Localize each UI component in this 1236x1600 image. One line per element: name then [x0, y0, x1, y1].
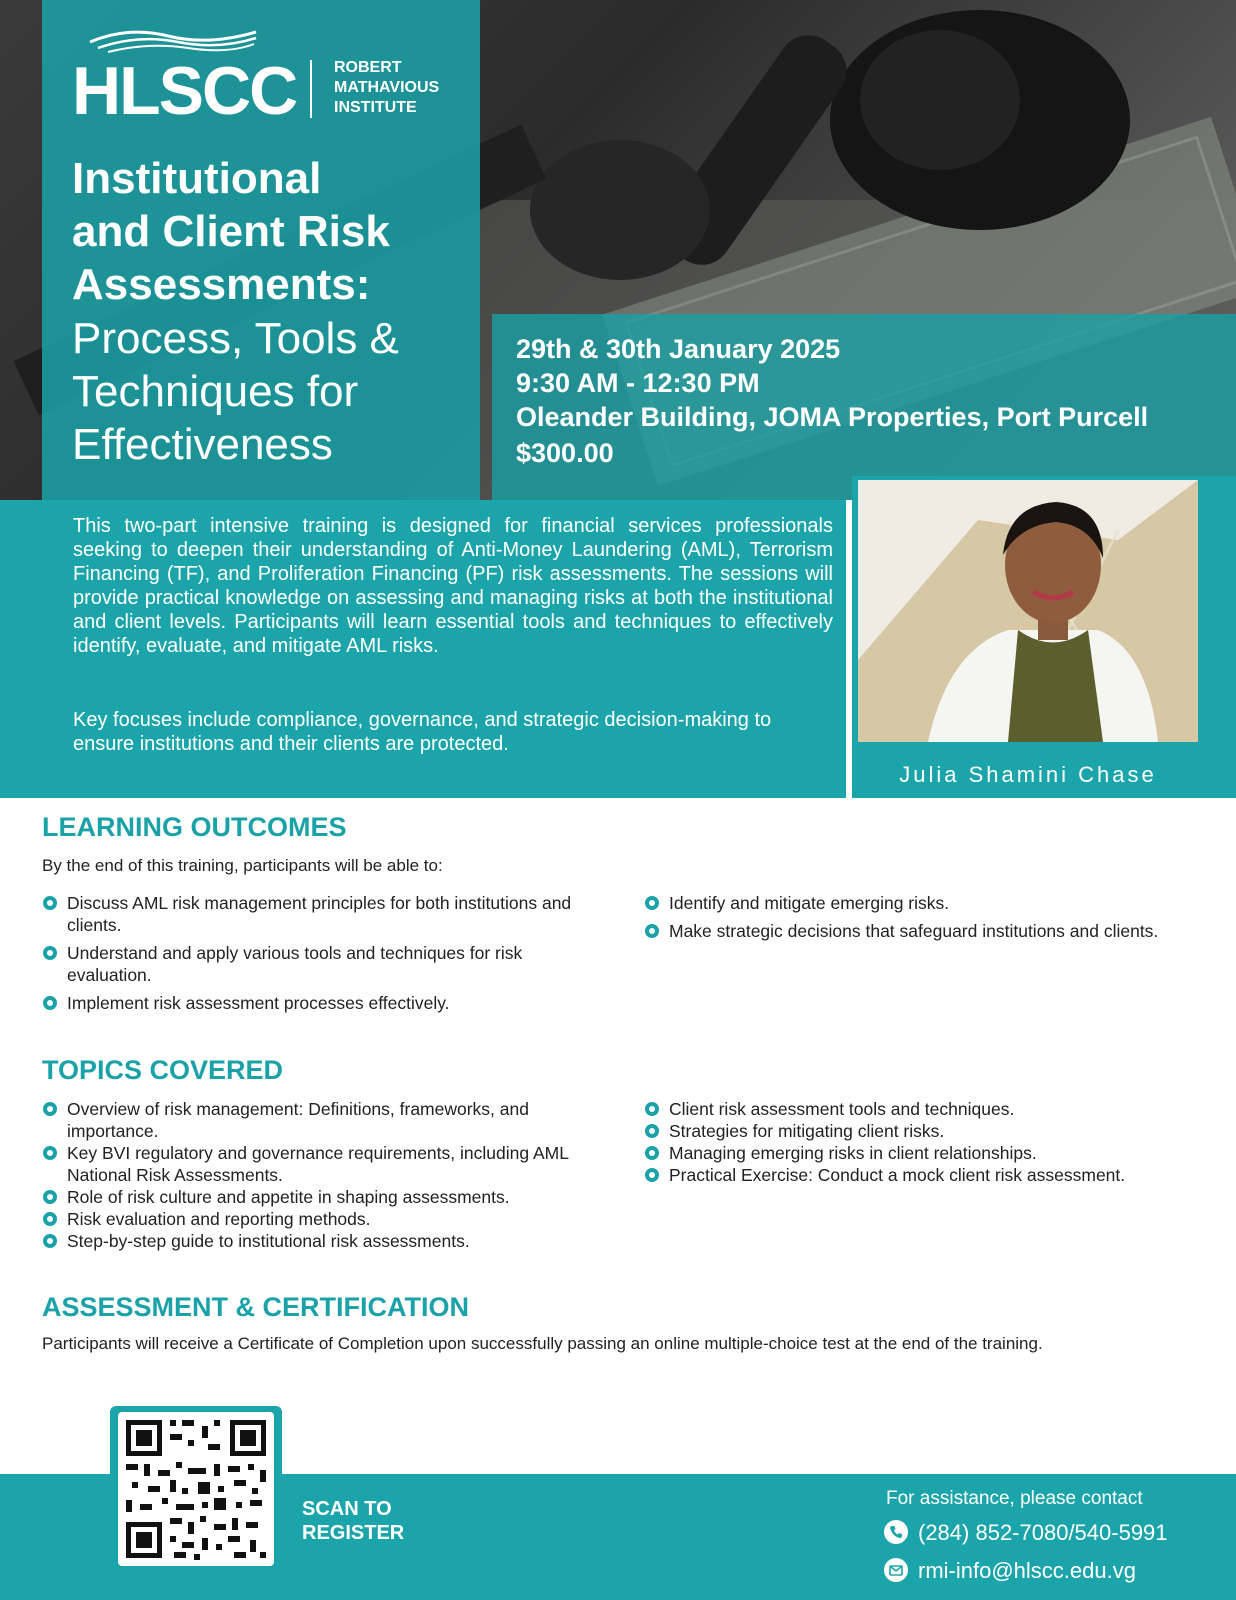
- bullet-icon: [42, 1145, 58, 1161]
- event-dates: 29th & 30th January 2025: [516, 334, 841, 364]
- list-item: Strategies for mitigating client risks.: [644, 1120, 1224, 1142]
- list-item: Make strategic decisions that safeguard institutions and clients.: [644, 920, 1224, 942]
- bullet-icon: [644, 1123, 660, 1139]
- list-item: Managing emerging risks in client relationships.: [644, 1142, 1224, 1164]
- learning-outcomes-lead: By the end of this training, participants will be able to:: [42, 856, 443, 875]
- description-paragraph-2: Key focuses include compliance, governance, and strategic decision-making to ensure institutions and their clients are protected.: [73, 709, 772, 755]
- speaker-name: Julia Shamini Chase: [899, 762, 1157, 787]
- list-item: Overview of risk management: Definitions, frameworks, and importance.: [42, 1098, 602, 1142]
- list-item: Client risk assessment tools and techniques.: [644, 1098, 1224, 1120]
- logo: HLSCC: [72, 53, 297, 129]
- bullet-icon: [42, 1101, 58, 1117]
- list-item: Key BVI regulatory and governance requirements, including AML National Risk Assessments.: [42, 1142, 602, 1186]
- bullet-icon: [644, 923, 660, 939]
- learning-outcomes-right: [644, 892, 1224, 942]
- speaker-photo: [858, 480, 1198, 742]
- institute-name: ROBERT MATHAVIOUS INSTITUTE: [334, 59, 440, 116]
- mail-icon: [884, 1558, 908, 1582]
- course-subtitle: Process, Tools & Techniques for Effectiveness: [72, 314, 399, 469]
- qr-code[interactable]: [118, 1412, 274, 1566]
- logo-wave-icon: [88, 24, 258, 54]
- bullet-icon: [42, 895, 58, 911]
- assessment-heading: ASSESSMENT & CERTIFICATION: [42, 1292, 470, 1322]
- list-item: Discuss AML risk management principles for both institutions and clients.: [42, 892, 602, 936]
- scan-to-register: SCAN TO REGISTER: [302, 1498, 405, 1544]
- contact-lead: For assistance, please contact: [886, 1488, 1143, 1509]
- contact-phone[interactable]: (284) 852-7080/540-5991: [884, 1520, 1168, 1546]
- course-title-bold: Institutional and Client Risk Assessments:: [72, 154, 390, 309]
- list-item: Identify and mitigate emerging risks.: [644, 892, 1224, 914]
- qr-code-icon: [118, 1412, 274, 1566]
- bullet-icon: [42, 1211, 58, 1227]
- bullet-icon: [42, 1233, 58, 1249]
- assessment-text: Participants will receive a Certificate of Completion upon successfully passing an online multiple-choice test at the end of the training.: [42, 1334, 1043, 1353]
- description-paragraph-1: This two-part intensive training is designed for financial services professionals seeking to deepen their understanding of Anti-Money Laundering (AML), Terrorism Financing (TF), and Proliferation Financing (PF) risk assessments. The sessions will provide practical knowledge on assessing and managing risks at both the institutional and client levels. Participants will learn essential tools and techniques to effectively identify, evaluate, and mitigate AML risks.: [73, 515, 833, 657]
- learning-outcomes-heading: LEARNING OUTCOMES: [42, 812, 347, 842]
- topics-left: [42, 1098, 602, 1252]
- phone-icon: [884, 1520, 908, 1544]
- list-item: Risk evaluation and reporting methods.: [42, 1208, 602, 1230]
- contact-email[interactable]: rmi-info@hlscc.edu.vg: [884, 1558, 1136, 1584]
- bullet-icon: [42, 1189, 58, 1205]
- bullet-icon: [644, 895, 660, 911]
- bullet-icon: [644, 1167, 660, 1183]
- bullet-icon: [42, 945, 58, 961]
- logo-divider: [310, 60, 312, 118]
- speaker-portrait: [858, 480, 1198, 742]
- list-item: Role of risk culture and appetite in shaping assessments.: [42, 1186, 602, 1208]
- list-item: Practical Exercise: Conduct a mock client risk assessment.: [644, 1164, 1224, 1186]
- bullet-icon: [644, 1145, 660, 1161]
- topics-right: [644, 1098, 1224, 1186]
- bullet-icon: [42, 995, 58, 1011]
- list-item: Implement risk assessment processes effectively.: [42, 992, 602, 1014]
- event-time: 9:30 AM - 12:30 PM: [516, 368, 760, 398]
- bullet-icon: [644, 1101, 660, 1117]
- list-item: Understand and apply various tools and techniques for risk evaluation.: [42, 942, 602, 986]
- learning-outcomes-left: [42, 892, 602, 1014]
- event-location: Oleander Building, JOMA Properties, Port Purcell: [516, 402, 1149, 432]
- list-item: Step-by-step guide to institutional risk assessments.: [42, 1230, 602, 1252]
- topics-heading: TOPICS COVERED: [42, 1055, 284, 1085]
- event-price: $300.00: [516, 438, 614, 468]
